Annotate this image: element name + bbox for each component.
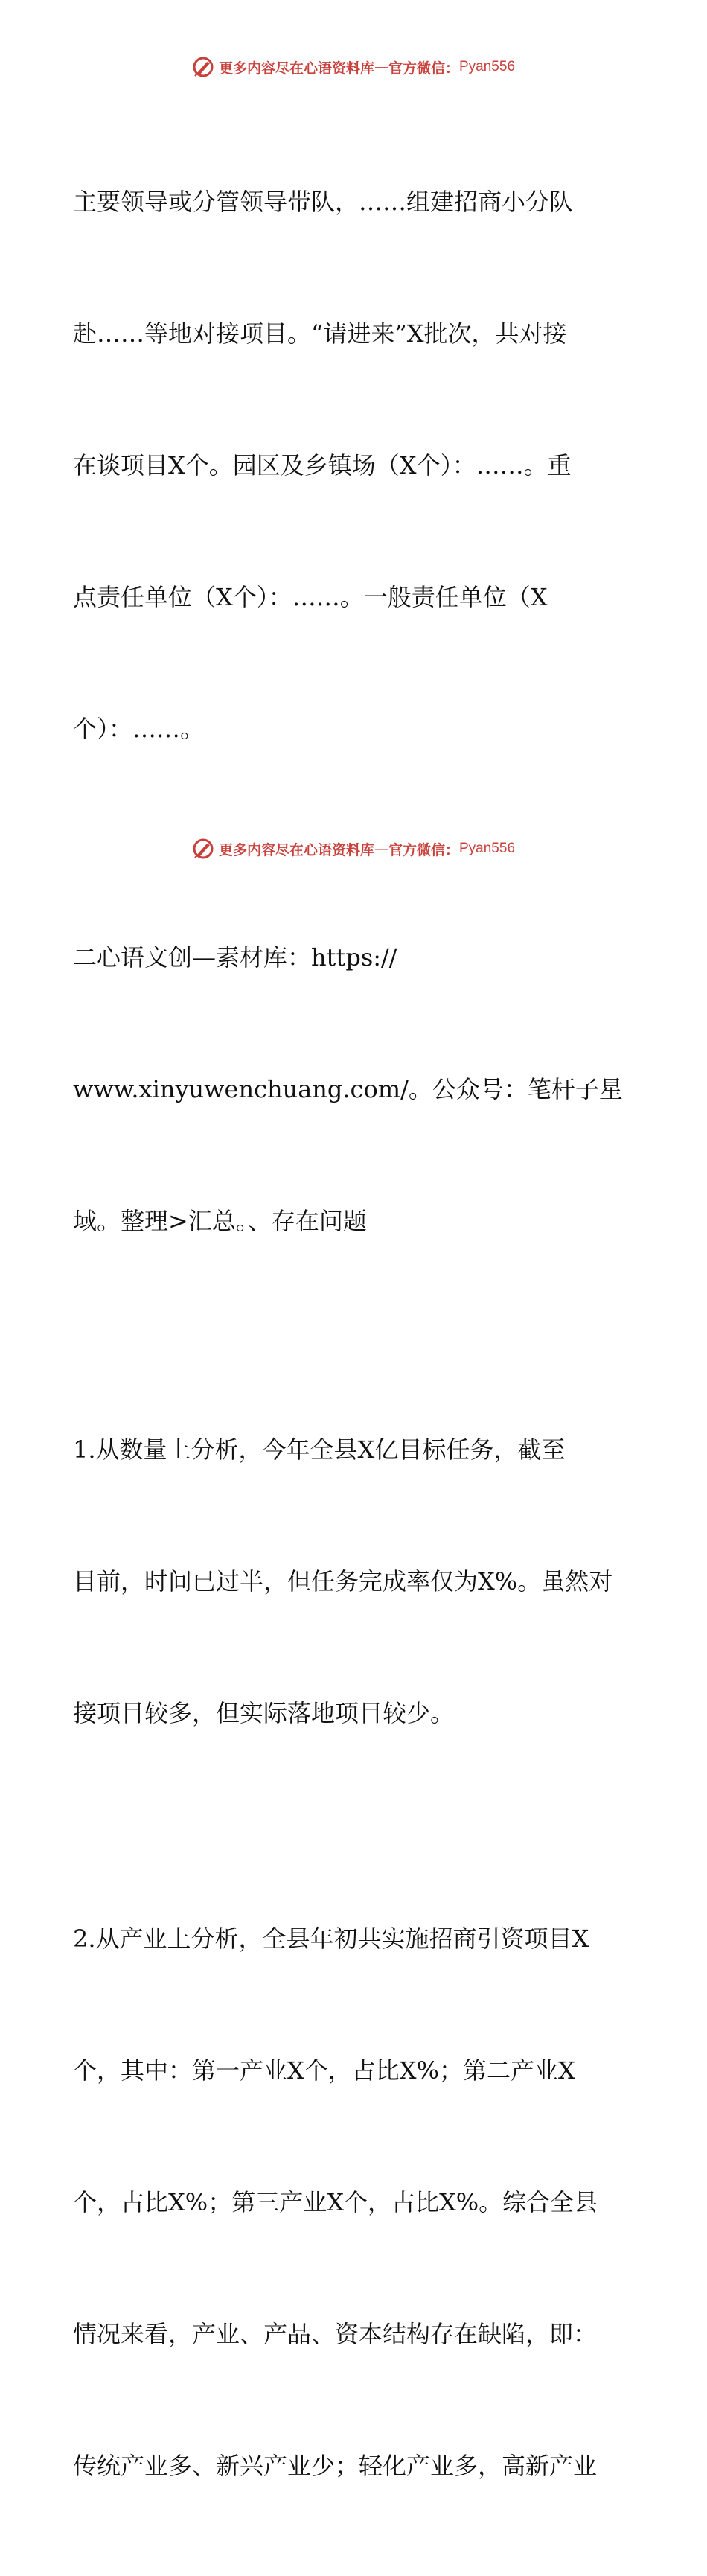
banner-text: 更多内容尽在心语资料库 [218, 60, 374, 77]
text-line: 个，占比X%；第三产业X个，占比X%。综合全县 [73, 2188, 598, 2216]
text-line: 传统产业多、新兴产业少；轻化产业多，高新产业 [73, 2452, 598, 2480]
text-line: 在谈项目X个。园区及乡镇场（X个）：……。重 [73, 451, 572, 479]
text-line: 接项目较多，但实际落地项目较少。 [73, 1699, 455, 1727]
text-line: 1.从数量上分析，今年全县X亿目标任务，截至 [73, 1435, 566, 1464]
document-body [73, 92, 646, 2576]
text-line: 2.从产业上分析，全县年初共实施招商引资项目X [73, 1925, 589, 1953]
text-line: 情况来看，产业、产品、资本结构存在缺陷，即： [73, 2320, 598, 2348]
banner-wechat-id: Pyan556 [459, 841, 516, 856]
paragraph-industry-analysis [73, 1829, 646, 2576]
text-line: 目前，时间已过半，但任务完成率仅为X%。虽然对 [73, 1567, 613, 1595]
text-line: 个，其中：第一产业X个，占比X%；第二产业X [73, 2056, 575, 2085]
paragraph-source-note [73, 848, 646, 1331]
pen-logo-icon [192, 838, 214, 860]
footer-banner [0, 834, 707, 864]
text-line: 域。整理>汇总。、存在问题 [73, 1207, 367, 1235]
paragraph-quantity-analysis [73, 1340, 646, 1823]
paragraph-investment-teams [73, 92, 646, 839]
text-line: www.xinyuwenchuang.com/。公众号：笔杆子星 [73, 1075, 623, 1103]
banner-dash: — [374, 59, 388, 75]
text-line: 主要领导或分管领导带队，……组建招商小分队 [73, 188, 574, 216]
banner-wechat-label: 官方微信： [388, 60, 459, 77]
banner-wechat-label: 官方微信： [388, 841, 459, 858]
banner-wechat-id: Pyan556 [459, 59, 516, 74]
text-line: 二心语文创—素材库：https:// [73, 943, 397, 972]
text-line: 赴……等地对接项目。“请进来”X批次，共对接 [73, 319, 567, 348]
banner-dash: — [374, 841, 388, 857]
header-banner [0, 52, 707, 82]
pen-logo-icon [192, 56, 214, 78]
text-line: 个）：……。 [73, 715, 205, 743]
banner-text: 更多内容尽在心语资料库 [218, 841, 374, 858]
text-line: 点责任单位（X个）：……。一般责任单位（X [73, 583, 548, 611]
